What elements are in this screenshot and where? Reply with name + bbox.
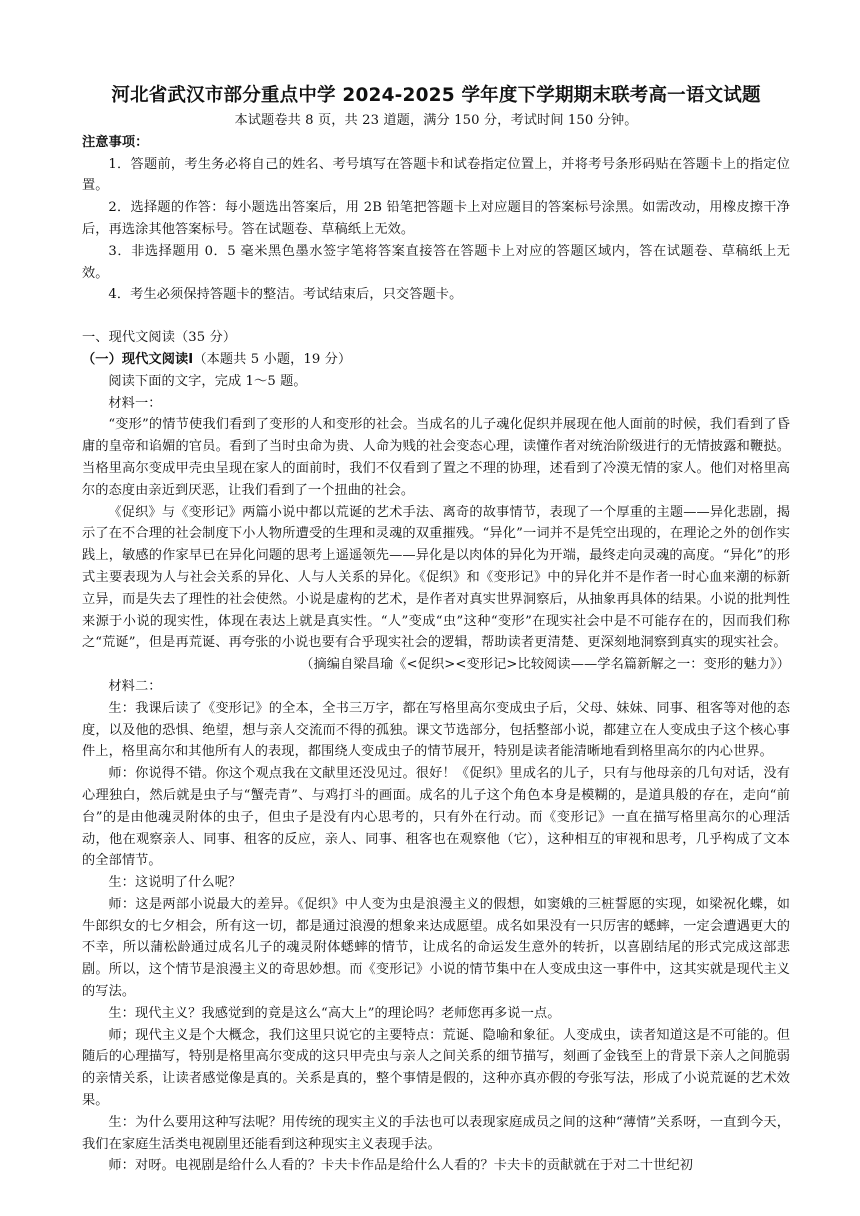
dialogue-paragraph: 师：这是两部小说最大的差异。《促织》中人变为虫是浪漫主义的假想，如窦娥的三桩誓愿的实现，如梁祝化蝶，如牛郎织女的七夕相会，所有这一切，都是通过浪漫的想象来达成愿望。成名如果没有一只厉害的蟋蟀，一定会遭遇更大的不幸，所以蒲松龄通过成名儿子的魂灵附体蟋蟀的情节，让成名的命运发生意外的转折，以喜剧结尾的形式完成这部悲剧。所以，这个情节是浪漫主义的奇思妙想。而《变形记》小说的情节集中在人变成虫这一事件中，这其实就是现代主义的写法。 [82, 896, 790, 1000]
subsection-title-bold: （一）现代文阅读Ⅰ [82, 351, 194, 367]
material1-paragraph: “变形”的情节使我们看到了变形的人和变形的社会。当成名的儿子魂化促织并展现在他人面前的时候，我们看到了昏庸的皇帝和谄媚的官员。看到了当时虫命为贵、人命为贱的社会变态心理，读懂作者对统治阶级进行的无情披露和鞭挞。当格里高尔变成甲壳虫呈现在家人的面前时，我们不仅看到了置之不理的协理，述看到了冷漠无情的家人。他们对格里高尔的态度由亲近到厌恶，让我们看到了一个扭曲的社会。 [82, 417, 790, 498]
subsection-title [82, 349, 790, 371]
spacer [82, 306, 790, 327]
dialogue-paragraph: 生：我课后读了《变形记》的全本，全书三万字，都在写格里高尔变成虫子后，父母、妹妹、同事、租客等对他的态度，以及他的恐惧、绝望，想与亲人交流而不得的孤独。课文节选部分，包括整部小说，都建立在人变成虫子这个核心事件上，格里高尔和其他所有人的表现，都围绕人变成虫子的情节展开，特别是读者能清晰地看到格里高尔的内心世界。 [82, 700, 790, 760]
notice-item: 1．答题前，考生务必将自己的姓名、考号填写在答题卡和试卷指定位置上，并将考号条形码贴在答题卡上的指定位置。 [82, 156, 790, 194]
material2-label: 材料二： [108, 678, 162, 694]
material1-label: 材料一： [108, 395, 162, 411]
reading-instruction: 阅读下面的文字，完成 1～5 题。 [108, 373, 307, 389]
notice-item: 4．考生必须保持答题卡的整洁。考试结束后，只交答题卡。 [108, 287, 463, 303]
dialogue-paragraph: 师：对呀。电视剧是给什么人看的？卡夫卡作品是给什么人看的？卡夫卡的贡献就在于对二十世纪初 [108, 1158, 694, 1174]
section-title: 一、现代文阅读（35 分） [82, 330, 237, 346]
dialogue-paragraph: 师；现代主义是个大概念，我们这里只说它的主要特点：荒诞、隐喻和象征。人变成虫，读者知道这是不可能的。但随后的心理描写，特别是格里高尔变成的这只甲壳虫与亲人之间关系的细节描写，刻画了金钱至上的背景下亲人之间脆弱的亲情关系，让读者感觉像是真的。关系是真的，整个事情是假的，这种亦真亦假的夸张写法，形成了小说荒诞的艺术效果。 [82, 1027, 790, 1109]
subsection-title-note: （本题共 5 小题，19 分） [193, 351, 352, 367]
dialogue-paragraph: 生：这说明了什么呢？ [108, 875, 242, 891]
dialogue-paragraph: 师：你说得不错。你这个观点我在文献里还没见过。很好！《促织》里成名的儿子，只有与他母亲的几句对话，没有心理独白，然后就是虫子与“蟹壳青”、与鸡打斗的画面。成名的儿子这个角色本身是模糊的，是道具般的存在，走向“前台”的是由他魂灵附体的虫子，但虫子是没有内心思考的，只有外在行动。而《变形记》一直在描写格里高尔的心理活动，他在观察亲人、同事、租客的反应，亲人、同事、租客也在观察他（它），这种相互的审视和思考，几乎构成了文本的全部情节。 [82, 766, 790, 869]
notice-item: 2．选择题的作答：每小题选出答案后，用 2B 铅笔把答题卡上对应题目的答案标号涂黑。如需改动，用橡皮擦干净后，再选涂其他答案标号。答在试题卷、草稿纸上无效。 [82, 200, 790, 237]
exam-title: 河北省武汉市部分重点中学 2024-2025 学年度下学期期末联考高一语文试题 [111, 85, 761, 106]
notice-heading: 注意事项： [82, 134, 149, 150]
material1-source: （摘编自梁昌瑜《<促织><变形记>比较阅读——学名篇新解之一：变形的魅力》） [300, 657, 790, 673]
notice-item: 3．非选择题用 0．5 毫米黑色墨水签字笔将答案直接答在答题卡上对应的答题区域内，答在试题卷、草稿纸上无效。 [82, 243, 790, 281]
dialogue-paragraph: 生：现代主义？我感觉到的竟是这么“高大上”的理论吗？老师您再多说一点。 [108, 1005, 561, 1021]
material1-paragraph: 《促织》与《变形记》两篇小说中都以荒诞的艺术手法、离奇的故事情节，表现了一个厚重的主题——异化悲剧，揭示了在不合理的社会制度下小人物所遭受的生理和灵魂的双重摧残。“异化”一词并不是凭空出现的，在理论之外的创作实践上，敏感的作家早已在异化问题的思考上遥遥领先——异化是以肉体的异化为开端，最终走向灵魂的高度。“异化”的形式主要表现为人与社会关系的异化、人与人关系的异化。《促织》和《变形记》中的异化并不是作者一时心血来潮的标新立异，而是失去了理性的社会使然。小说是虚构的艺术，是作者对真实世界洞察后，从抽象再具体的结果。小说的批判性来源于小说的现实性，体现在表达上就是真实性。“人”变成“虫”这种“变形”在现实社会中是不可能存在的，因而我们称之“荒诞”，但是再荒诞、再夸张的小说也要有合乎现实社会的逻辑，帮助读者更清楚、更深刻地洞察到真实的现实社会。 [82, 504, 790, 651]
exam-subtitle: 本试题卷共 8 页，共 23 道题，满分 150 分，考试时间 150 分钟。 [234, 113, 638, 128]
dialogue-paragraph: 生：为什么要用这种写法呢？用传统的现实主义的手法也可以表现家庭成员之间的这种“薄情”关系呀，一直到今天，我们在家庭生活类电视剧里还能看到这种现实主义表现手法。 [82, 1114, 790, 1152]
